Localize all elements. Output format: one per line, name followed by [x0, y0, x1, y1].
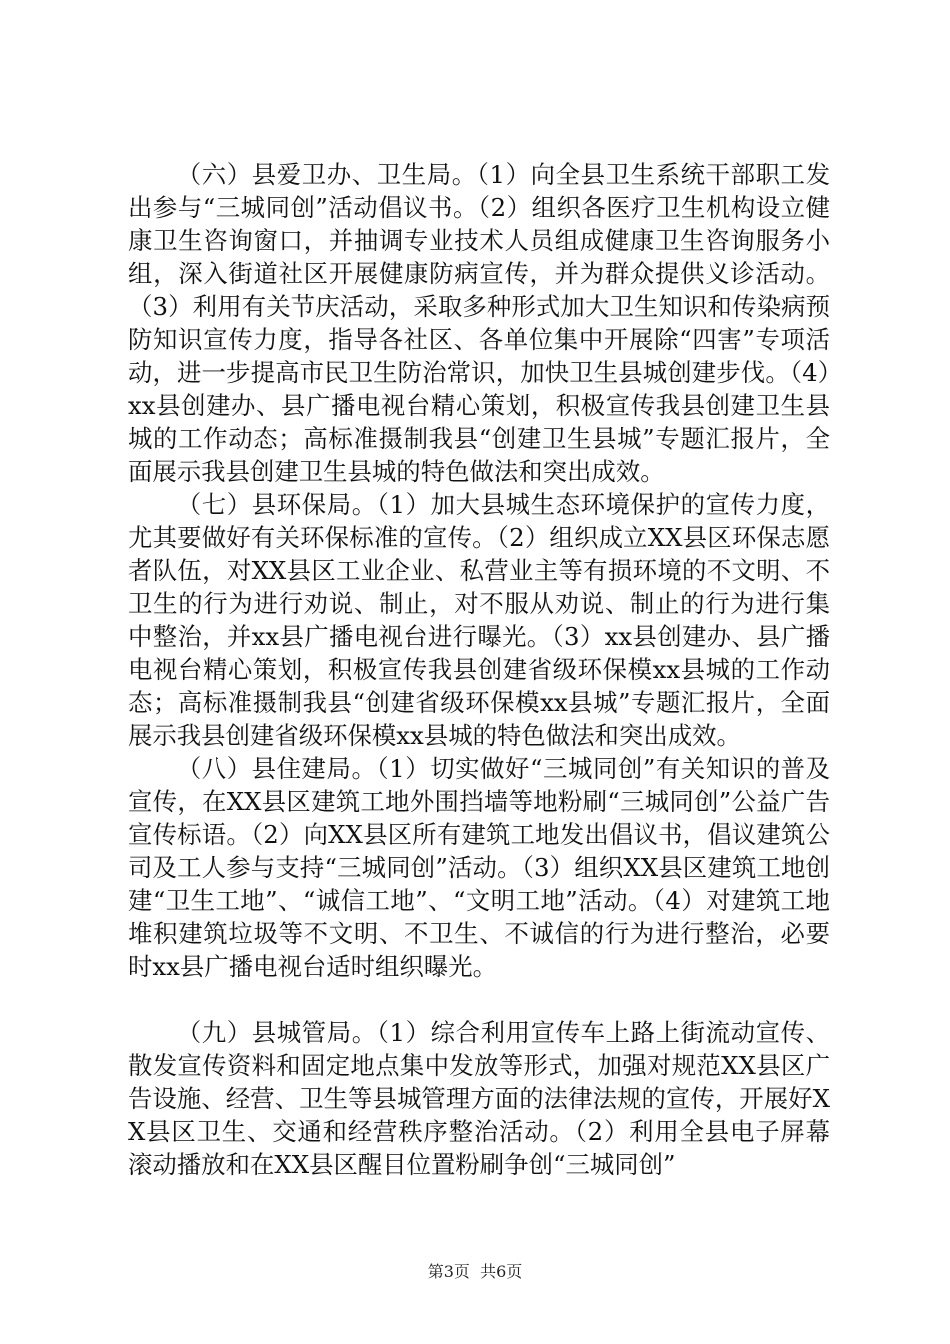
paragraph-9-urban-management-bureau: （九）县城管局。（1）综合利用宣传车上路上街流动宣传、散发宣传资料和固定地点集中发放等形式，加强对规范XX县区广告设施、经营、卫生等县城管理方面的法律法规的宣传，开展好XX县区卫生、交通和经营秩序整治活动。（2）利用全县电子屏幕滚动播放和在XX县区醒目位置粉刷争创“三城同创” [128, 1018, 830, 1179]
page-number: 第3页 [427, 1262, 470, 1281]
document-body [128, 158, 830, 1181]
paragraph-7-environment-bureau: （七）县环保局。（1）加大县城生态环境保护的宣传力度，尤其要做好有关环保标准的宣传。（2）组织成立XX县区环保志愿者队伍，对XX县区工业企业、私营业主等有损环境的不文明、不卫生的行为进行劝说、制止，对不服从劝说、制止的行为进行集中整治，并xx县广播电视台进行曝光。（3）xx县创建办、县广播电视台精心策划，积极宣传我县创建省级环保模xx县城的工作动态；高标准摄制我县“创建省级环保模xx县城”专题汇报片，全面展示我县创建省级环保模xx县城的特色做法和突出成效。 [128, 490, 830, 750]
paragraph-8-construction-bureau: （八）县住建局。（1）切实做好“三城同创”有关知识的普及宣传，在XX县区建筑工地外围挡墙等地粉刷“三城同创”公益广告宣传标语。（2）向XX县区所有建筑工地发出倡议书，倡议建筑公司及工人参与支持“三城同创”活动。（3）组织XX县区建筑工地创建“卫生工地”、“诚信工地”、“文明工地”活动。（4）对建筑工地堆积建筑垃圾等不文明、不卫生、不诚信的行为进行整治，必要时xx县广播电视台适时组织曝光。 [128, 754, 830, 981]
page-footer [0, 1262, 950, 1282]
page-total: 共6页 [480, 1262, 523, 1281]
paragraph-6-health-bureau: （六）县爱卫办、卫生局。（1）向全县卫生系统干部职工发出参与“三城同创”活动倡议书。（2）组织各医疗卫生机构设立健康卫生咨询窗口，并抽调专业技术人员组成健康卫生咨询服务小组，深入街道社区开展健康防病宣传，并为群众提供义诊活动。（3）利用有关节庆活动，采取多种形式加大卫生知识和传染病预防知识宣传力度，指导各社区、各单位集中开展除“四害”专项活动，进一步提高市民卫生防治常识，加快卫生县城创建步伐。（4）xx县创建办、县广播电视台精心策划，积极宣传我县创建卫生县城的工作动态；高标准摄制我县“创建卫生县城”专题汇报片，全面展示我县创建卫生县城的特色做法和突出成效。 [128, 160, 830, 486]
